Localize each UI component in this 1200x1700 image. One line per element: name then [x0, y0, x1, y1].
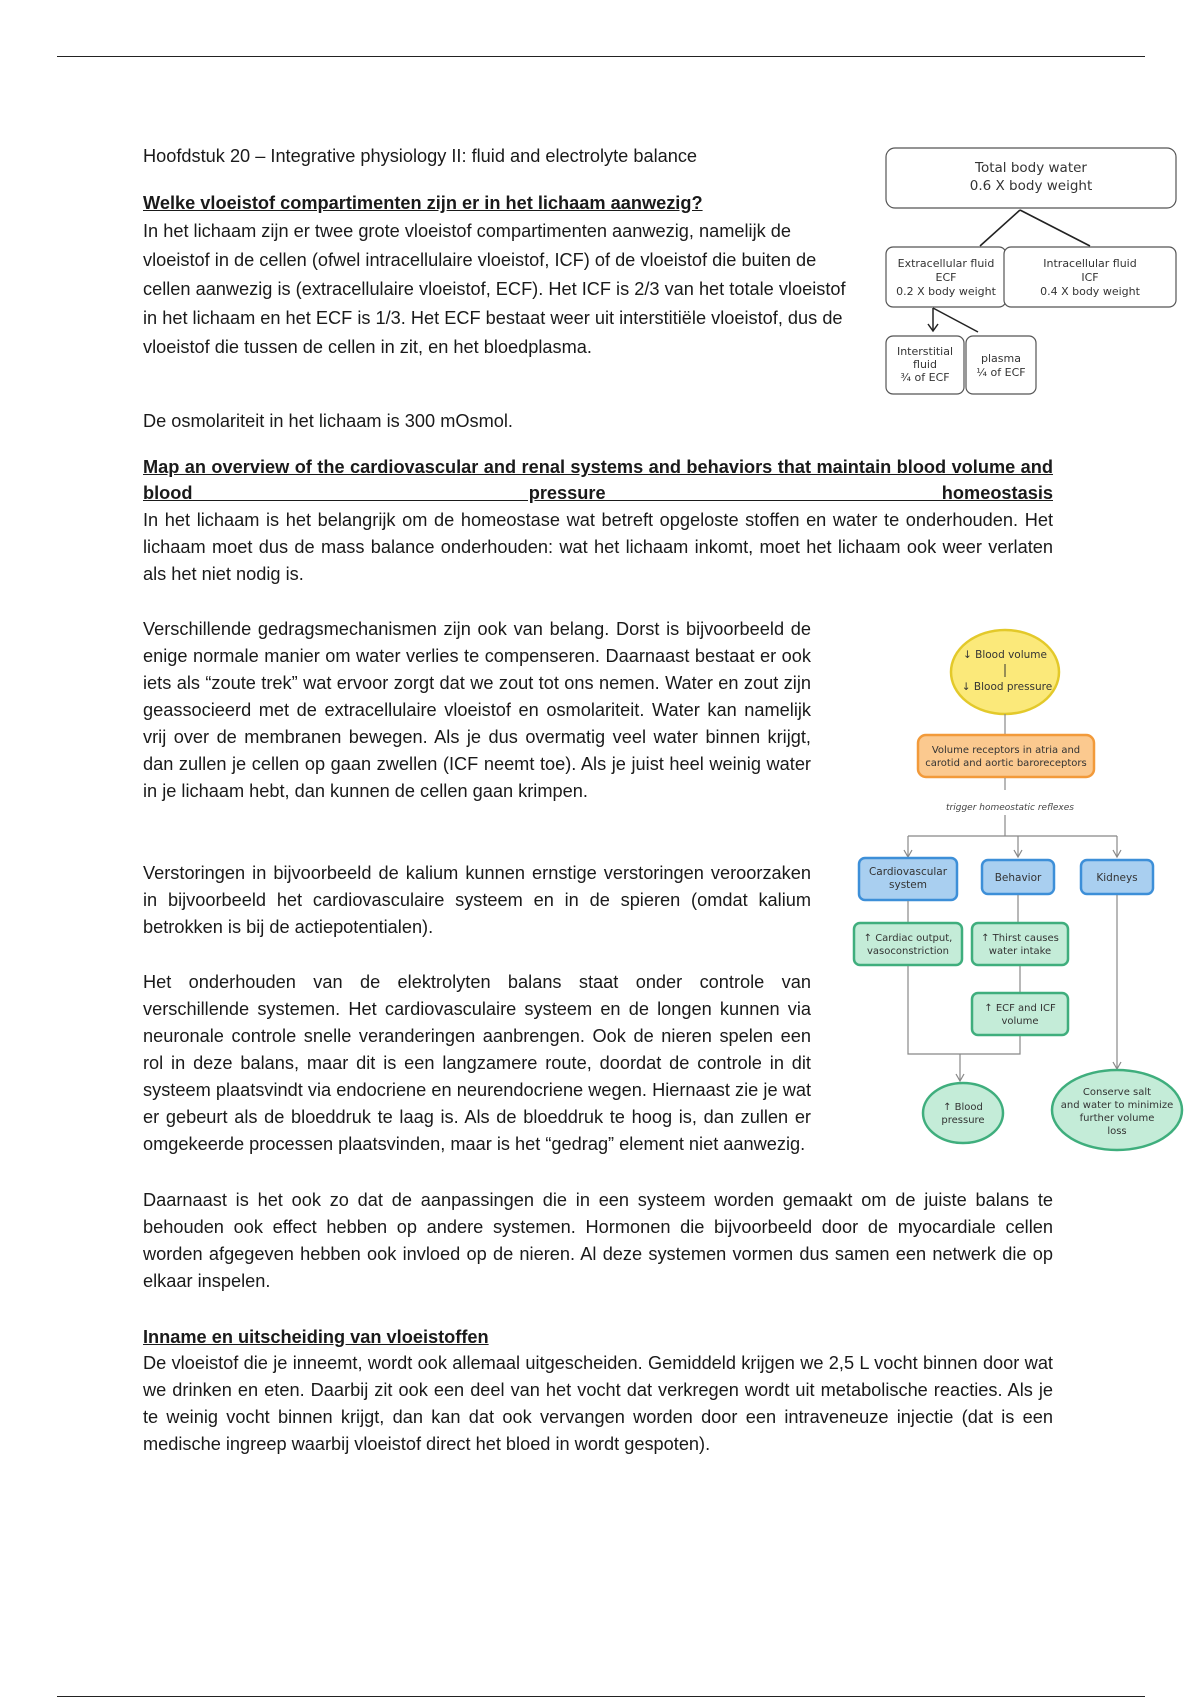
interstitial-line3: ¾ of ECF [900, 371, 950, 384]
receptors-line2: carotid and aortic baroreceptors [925, 758, 1087, 769]
chapter-title: Hoofdstuk 20 – Integrative physiology II: fluid and electrolyte balance [143, 146, 698, 166]
total-line1: Total body water [975, 160, 1087, 176]
interstitial-line2: fluid [913, 358, 937, 371]
section2-heading: Map an overview of the cardiovascular and renal systems and behaviors that maintain blood volume and [143, 457, 1053, 477]
bp-line1: ↑ Blood [943, 1102, 983, 1113]
icf-line1: Intracellular fluid [1043, 257, 1137, 270]
section2-heading-line1 [143, 454, 1053, 481]
section3-heading: Inname en uitscheiding van vloeistoffen [143, 1327, 489, 1347]
ecf-icf-box [972, 993, 1068, 1035]
trigger-label: trigger homeostatic reflexes [946, 803, 1074, 813]
thirst-line1: ↑ Thirst causes [981, 933, 1059, 944]
section3-paragraph: De vloeistof die je inneemt, wordt ook allemaal uitgescheiden. Gemiddeld krijgen we 2,5 L vocht binnen door wat we drinken en eten. Daarbij zit ook een deel van het vocht dat verkregen wordt uit metabolische reacties. Als je te weinig vocht binnen krijgt, dan kan dat ook vervangen worden door een intraveneuze injectie (dat is een medische ingreep waarbij vloeistof direct het bloed in wordt gespoten). [143, 1353, 1053, 1454]
ecf-icf-line1: ↑ ECF and ICF [984, 1003, 1056, 1014]
ecf-line1: Extracellular fluid [897, 257, 995, 270]
section1-paragraph: In het lichaam zijn er twee grote vloeistof compartimenten aanwezig, namelijk de vloeistof in de cellen (ofwel intracellulaire vloeistof, ICF) of de vloeistof die buiten de cellen aanwezig is (extracellulaire vloeistof, ECF). Het ICF is 2/3 van het totale vloeistof in het lichaam en het ECF is 1/3. Het ECF bestaat weer uit interstitiële vloeistof, dus de vloeistof die tussen de cellen in zit, en het bloedplasma. [143, 221, 846, 357]
fluid-compartments-diagram [880, 140, 1180, 405]
header-rule [57, 56, 1145, 57]
conserve-line2: and water to minimize [1060, 1100, 1174, 1111]
section2-heading-line2 [143, 480, 1053, 507]
total-line2: 0.6 X body weight [969, 178, 1093, 194]
section2-paragraph5: Daarnaast is het ook zo dat de aanpassingen die in een systeem worden gemaakt om de juiste balans te behouden ook effect hebben op andere systemen. Hormonen die bijvoorbeeld door de myocardiale cellen worden afgegeven hebben ook invloed op de nieren. Al deze systemen vormen dus samen een netwerk die op elkaar inspelen. [143, 1190, 1053, 1291]
blood-pressure-flowchart [840, 620, 1190, 1160]
plasma-line2: ¼ of ECF [976, 366, 1026, 379]
cardio-line2: system [889, 879, 927, 891]
plasma-line1: plasma [981, 352, 1021, 365]
ecf-line3: 0.2 X body weight [896, 285, 996, 298]
ecf-icf-line2: volume [1001, 1016, 1039, 1027]
section2-paragraph3: Verstoringen in bijvoorbeeld de kalium kunnen ernstige verstoringen veroorzaken in bijvoorbeeld het cardiovasculaire systeem en in de spieren (omdat kalium betrokken is bij de actiepotentialen). [143, 863, 811, 937]
icf-line3: 0.4 X body weight [1040, 285, 1140, 298]
section2-heading-continued: blood pressure homeostasis [143, 483, 1053, 503]
blood-pressure-label: ↓ Blood pressure [961, 681, 1053, 693]
blood-pressure-up-oval [923, 1083, 1003, 1143]
conserve-line4: loss [1107, 1126, 1127, 1137]
kidneys-label: Kidneys [1096, 872, 1138, 884]
section2-paragraph1: In het lichaam is het belangrijk om de homeostase wat betreft opgeloste stoffen en water te onderhouden. Het lichaam moet dus de mass balance onderhouden: wat het lichaam inkomt, moet het lichaam ook weer verlaten als het niet nodig is. [143, 510, 1053, 584]
ecf-line2: ECF [935, 271, 957, 284]
plasma-box [966, 336, 1036, 394]
behavior-label: Behavior [994, 872, 1042, 884]
icf-line2: ICF [1081, 271, 1099, 284]
section1-heading: Welke vloeistof compartimenten zijn er in het lichaam aanwezig? [143, 193, 703, 213]
cardio-line1: Cardiovascular [868, 866, 948, 878]
cardiac-line2: vasoconstriction [866, 946, 950, 957]
receptors-line1: Volume receptors in atria and [931, 745, 1081, 756]
cardiac-line1: ↑ Cardiac output, [863, 933, 953, 944]
blood-volume-label: ↓ Blood volume [962, 649, 1048, 661]
conserve-line3: further volume [1079, 1113, 1155, 1124]
thirst-box [972, 923, 1068, 965]
osmolarity-line: De osmolariteit in het lichaam is 300 mOsmol. [143, 411, 513, 431]
interstitial-line1: Interstitial [896, 345, 954, 358]
thirst-line2: water intake [988, 946, 1052, 957]
section2-paragraph4: Het onderhouden van de elektrolyten balans staat onder controle van verschillende systemen. Het cardiovasculaire systeem en de longen kunnen via neuronale controle snelle veranderingen aanbrengen. Ook de nieren spelen een rol in deze balans, maar dit is een langzamere route, doordat de controle in dit systeem plaatsvindt via endocriene en neurendocriene wegen. Hiernaast zie je wat er gebeurt als de bloeddruk te laag is. Als de bloeddruk te hoog is, dan zullen er omgekeerde processen plaatsvinden, maar is het “gedrag” element niet aanwezig. [143, 972, 811, 1154]
footer-rule [57, 1696, 1145, 1697]
receptors-box [918, 735, 1094, 777]
section2-paragraph2: Verschillende gedragsmechanismen zijn ook van belang. Dorst is bijvoorbeeld de enige normale manier om water verlies te compenseren. Daarnaast bestaat er ook iets als “zoute trek” wat ervoor zorgt dat we zout tot ons nemen. Water en zout zijn geassocieerd met de extracellulaire vloeistof en osmolariteit. Water kan namelijk vrij over de membranen bewegen. Als je dus overmatig veel water binnen krijgt, dan zullen je cellen op gaan zwellen (ICF neemt toe). Als je juist heel weinig water in je lichaam hebt, dan kunnen de cellen gaan krimpen. [143, 619, 811, 801]
cardiac-output-box [854, 923, 962, 965]
bp-line2: pressure [941, 1115, 985, 1126]
conserve-line1: Conserve salt [1082, 1087, 1152, 1098]
